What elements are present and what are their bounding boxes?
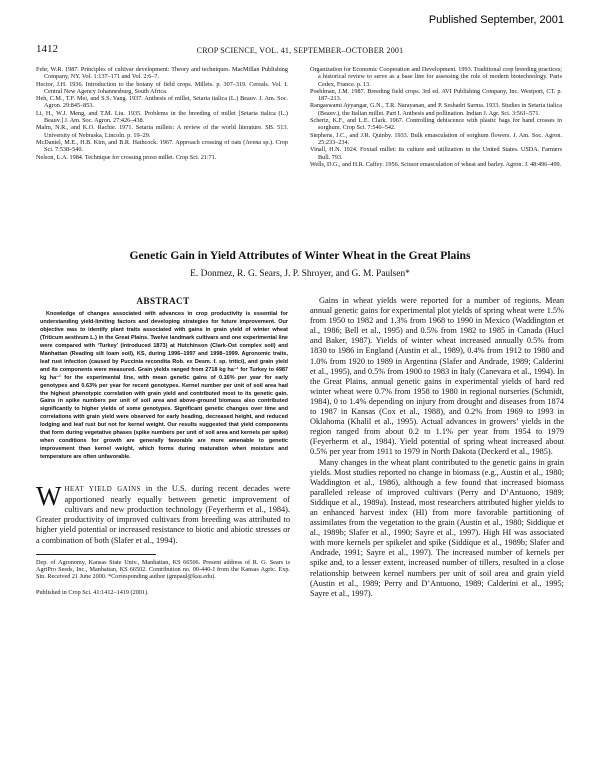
reference: Schertz, K.F., and L.E. Clark. 1967. Controlling dehiscence with plastic bags for hand crosses in sorghum. Crop Sci. 7:540–542. bbox=[310, 117, 562, 132]
intro-text: in the U.S. during recent decades were apportioned nearly equally between genetic improvement of cultivars and new production technology (Feyerherm et al., 1984). Greater productivity of improved cultivars from breeding was attributed to higher yield potential or increased resistance to biotic and abiotic stresses or a combination of both (Slafer et al., 1994). bbox=[36, 484, 290, 545]
reference: Nelson, L.A. 1984. Technique for crossing proso millet. Crop Sci. 21:71. bbox=[36, 153, 217, 161]
intro-paragraph bbox=[36, 481, 290, 546]
left-column bbox=[36, 296, 290, 596]
body-paragraph: Many changes in the wheat plant contributed to the genetic gains in grain yields. Most studies reported no change in biomass (e.g., Austin et al., 1980; Waddington et al., 1986), although a few found that increased biomass paralleled release of improved cultivars (Perry and D’Antuono, 1989; Siddique et al., 1989a). Instead, most researchers attributed higher yields to an enhanced harvest index (HI) from more favorable partitioning of assimilates from the vegetation to the grain (Austin et al., 1980; Siddique et al., 1989b; Slafer et al., 1990; Sayre et al., 1997). High HI was associated with more kernels per spikelet and spike (Siddique et al., 1989b; Slafer and Andrade, 1991; Sayre et al., 1997). The increased number of kernels per spike and, to a lesser extent, increased number of tillers, resulted in a close relationship between kernel numbers per unit of soil area and grain yield (Austin et al., 1989; Perry and D’Antuono, 1989; Calderini et al., 1995; Sayre et al., 1997). bbox=[310, 457, 564, 598]
published-in-note: Published in Crop Sci. 41:1412–1419 (2001). bbox=[36, 588, 149, 596]
reference: Hector, J.H. 1936. Introduction to the botany of field crops. Millets. p. 307–319. Cereals. Vol. I. Central New Agency Johannesburg, South Africa. bbox=[36, 80, 288, 95]
reference: Heh, C.M., T.F. Mei, and S.S. Yang. 1937. Anthesis of millet, Setaria italica (L.) Beauv. J. Am. Soc. Agron. 29:845–853. bbox=[36, 95, 288, 110]
references-left bbox=[36, 66, 288, 161]
publication-note: Published September, 2001 bbox=[428, 14, 564, 26]
reference: McDaniel, M.E., H.B. Kim, and B.R. Hathcock. 1967. Approach crossing of oats (Avena sp.). Crop Sci. 7:538–540. bbox=[36, 138, 288, 154]
reference: Stephens, J.C., and J.R. Quinby. 1933. Bulk emasculation of sorghum flowers. J. Am. Soc. Agron. 25:233–234. bbox=[310, 131, 562, 146]
article-authors: E. Donmez, R. G. Sears, J. P. Shroyer, and G. M. Paulsen* bbox=[190, 269, 410, 279]
journal-line: CROP SCIENCE, VOL. 41, SEPTEMBER–OCTOBER 2001 bbox=[196, 46, 404, 55]
references-right bbox=[310, 66, 562, 168]
footnote-rule bbox=[36, 554, 156, 555]
drop-cap: W bbox=[36, 481, 62, 512]
article-title: Genetic Gain in Yield Attributes of Winter Wheat in the Great Plains bbox=[129, 249, 471, 262]
reference: Fehr, W.R. 1987. Principles of cultivar development: Theory and techniques. MacMillan Publishing Company, NY. Vol. 1:137–171 and Vol. 2:6–7. bbox=[36, 66, 288, 81]
right-column bbox=[310, 296, 564, 599]
reference: Malm, N.R., and K.O. Rachie. 1971. Setaria millets: A review of the world literature. SB. 513. University of Nebraska, Lincoln. p. 19–29. bbox=[36, 124, 288, 139]
abstract-text: Knowledge of changes associated with advances in crop productivity is essential for understanding yield-limiting factors and developing strategies for future improvement. Our objective was to identify plant traits associated with gains in grain yield of winter wheat (Triticum aestivum L.) in the Great Plains. Twelve landmark cultivars and one experimental line were compared with ‘Turkey’ (introduced 1873) at Hutchinson (Clark-Ost complex soil) and Manhattan (Reading silt loam soil), KS, during 1996–1997 and 1998–1999. Agronomic traits, leaf rust infection (caused by Puccinia recondita Rob. ex Desm. f. sp. tritici), and grain yield and its components were measured. Grain yields ranged from 2718 kg ha⁻¹ for Turkey to 4987 kg ha⁻¹ for the experimental line, with mean genetic gains of 0.16% per year for early genotypes and 0.63% per year for recent genotypes. Kernel number per unit of soil area had the highest phenotypic correlation with grain yield and contributed most to its genetic gain. Gains in spike numbers per unit of soil area and above-ground biomass also contributed significantly to higher yields of some genotypes. Significant genetic changes over time and correlations with grain yield were observed for early heading, decreased height, and reduced lodging and leaf rust but not for kernel weight. Our results suggested that yield components that form during vegetative phases (spike numbers per unit of soil area and kernels per spike) when conditions for growth are generally favorable are more amenable to genetic improvement than kernel weight, which forms during maturation when moisture and temperature are often unfavorable. bbox=[40, 311, 288, 461]
affiliation-footnote: Dep. of Agronomy, Kansas State Univ., Manhattan, KS 66506. Present address of R. G. Sears is AgriPro Seeds, Inc., Manhattan, KS 66502. Contribution no. 00-440-J from the Kansas Agric. Exp. Stn. Received 21 June 2000. *Corresponding author (gmpaul@ksu.edu). bbox=[36, 558, 290, 581]
reference: Poehlman, J.M. 1987. Breeding field crops. 3rd ed. AVI Publishing Company, Inc. Westport, CT. p. 187–213. bbox=[310, 87, 562, 103]
reference: Li, H., W.J. Meng, and T.M. Liu. 1935. Problems in the breeding of millet [Setaria italica (L.) Beauv.] J. Am. Soc. Agron. 27:426–438. bbox=[36, 109, 288, 125]
intro-lead: HEAT YIELD GAINS bbox=[64, 486, 142, 494]
body-paragraph: Gains in wheat yields were reported for a number of regions. Mean annual genetic gains for experimental plot yields of spring wheat were 1.5% from 1950 to 1982 and 1.3% from 1968 to 1990 in Mexico (Waddington et al., 1986; Bell et al., 1995) and 0.5% from 1982 to 1985 in Canada (Hucl and Baker, 1987). Yields of winter wheat increased annually 0.5% from 1830 to 1986 in England (Austin et al., 1989), 0.4% from 1912 to 1980 and 1.0% from 1920 to 1989 in Argentina (Slafer and Andrade, 1989; Calderini et al., 1995), and 0.5% from 1900 to 1983 in Italy (Canevara et al., 1994). In the Great Plains, annual genetic gains in experimental yields of hard red winter wheat were 0.7% from 1958 to 1980 in regional nurseries (Schmidt, 1984), 0 to 1.4% depending on injury from drought and diseases from 1874 to 1987 in Kansas (Cox et al., 1988), and 0.2% from 1969 to 1993 in Oklahoma (Khalil et al., 1995). Actual advances in growers’ yields in the region ranged from about 0.2 to 1.1% per year from 1954 to 1979 (Feyerherm et al., 1984). Yield potential of spring wheat increased about 0.5% per year from 1911 to 1979 in North Dakota (Deckerd et al., 1985). bbox=[310, 296, 564, 457]
reference: Rangaswami Ayyangar, G.N., T.R. Narayanan, and P. Seshadri Sarma. 1933. Studies in Setaria italica (Beauv.), the Italian millet. Part I. Anthesis and pollination. Indian J. Agr. Sci. 3:561–571. bbox=[310, 102, 562, 117]
page-number: 1412 bbox=[36, 43, 58, 55]
reference: Wells, D.G., and H.R. Caffey. 1956. Scissor emasculation of wheat and barley. Agron. J. 48:496–499. bbox=[310, 160, 562, 168]
reference: Vinall, H.N. 1924. Foxtail millet: its culture and utilization in the United States. USDA. Farmers Bull. 793. bbox=[310, 146, 562, 161]
reference: Organization for Economic Cooperation and Development. 1993. Traditional crop breeding practices; a historical review to serve as a base line for assessing the role of modern biotechnology. Paris Cedex, France. p. 13. bbox=[310, 66, 562, 88]
abstract-heading: ABSTRACT bbox=[136, 296, 190, 306]
